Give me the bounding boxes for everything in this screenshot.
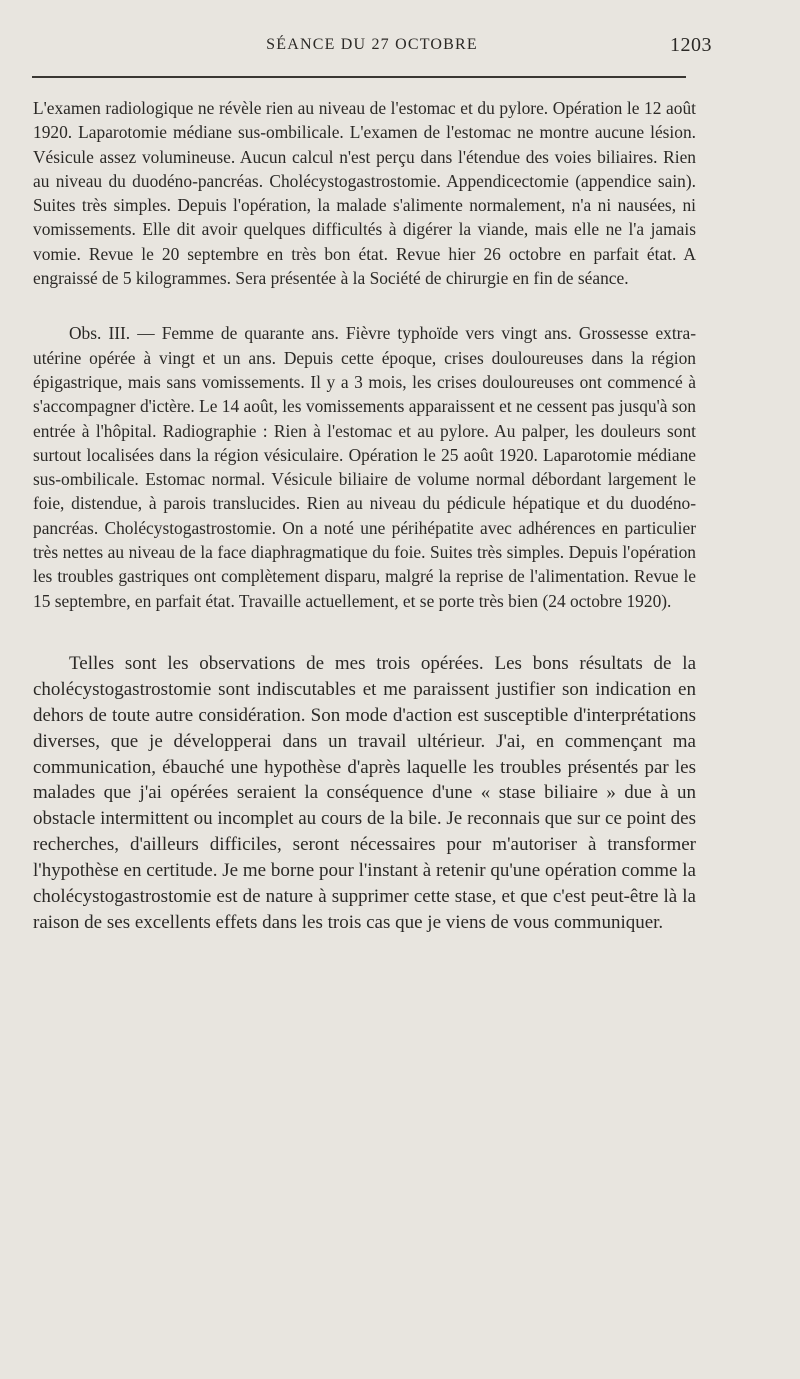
paragraph-case-continuation: L'examen radiologique ne révèle rien au niveau de l'estomac et du pylore. Opération le 12 août 1920. Laparotomie médiane sus-ombilicale. L'examen de l'estomac ne montre aucune lésion. Vésicule assez volumineuse. Aucun calcul n'est perçu dans l'étendue des voies biliaires. Rien au niveau du duodéno-pancréas. Cholécystogastrostomie. Appendicectomie (appendice sain). Suites très simples. Depuis l'opération, la malade s'alimente normalement, n'a ni nausées, ni vomissements. Elle dit avoir quelques difficultés à digérer la viande, mais elle ne l'a jamais vomie. Revue le 20 septembre en très bon état. Revue hier 26 octobre en parfait état. A engraissé de 5 kilogrammes. Sera présentée à la Société de chirurgie en fin de séance. bbox=[33, 98, 696, 289]
page-header bbox=[32, 36, 712, 60]
paragraph-observation-3: Obs. III. — Femme de quarante ans. Fièvre typhoïde vers vingt ans. Grossesse extra-utérine opérée à vingt et un ans. Depuis cette époque, crises douloureuses dans la région épigastrique, mais sans vomissements. Il y a 3 mois, les crises douloureuses ont commencé à s'accompagner d'ictère. Le 14 août, les vomissements apparaissent et ne cessent pas jusqu'à son entrée à l'hôpital. Radiographie : Rien à l'estomac et au pylore. Au palper, les douleurs sont surtout localisées dans la région vésiculaire. Opération le 25 août 1920. Laparotomie médiane sus-ombilicale. Estomac normal. Vésicule biliaire de volume normal débordant largement le foie, distendue, à parois translucides. Rien au niveau du pédicule hépatique et du duodéno-pancréas. Cholécystogastrostomie. On a noté une périhépatite avec adhérences en particulier très nettes au niveau de la face diaphragmatique du foie. Suites très simples. Depuis l'opération les troubles gastriques ont complètement disparu, malgré la reprise de l'alimentation. Revue le 15 septembre, en parfait état. Travaille actuellement, et se porte très bien (24 octobre 1920). bbox=[33, 323, 696, 611]
header-rule bbox=[32, 76, 686, 78]
paragraph-conclusion: Telles sont les observations de mes trois opérées. Les bons résultats de la cholécystogastrostomie sont indiscutables et me paraissent justifier son indication en dehors de toute autre considération. Son mode d'action est susceptible d'interprétations diverses, que je développerai dans un travail ultérieur. J'ai, en commençant ma communication, ébauché une hypothèse d'après laquelle les troubles présentés par les malades que j'ai opérées seraient la conséquence d'une « stase biliaire » due à un obstacle intermittent ou incomplet au cours de la bile. Je reconnais que sur ce point des recherches, d'ailleurs difficiles, seront nécessaires pour m'autoriser à transformer l'hypothèse en certitude. Je me borne pour l'instant à retenir qu'une opération comme la cholécystogastrostomie est de nature à supprimer cette stase, et que c'est peut-être là la raison de ses excellents effets dans les trois cas que je viens de vous communiquer. bbox=[33, 652, 696, 933]
body-text bbox=[33, 96, 696, 936]
running-title: SÉANCE DU 27 OCTOBRE bbox=[266, 36, 478, 53]
page-number: 1203 bbox=[670, 34, 712, 56]
